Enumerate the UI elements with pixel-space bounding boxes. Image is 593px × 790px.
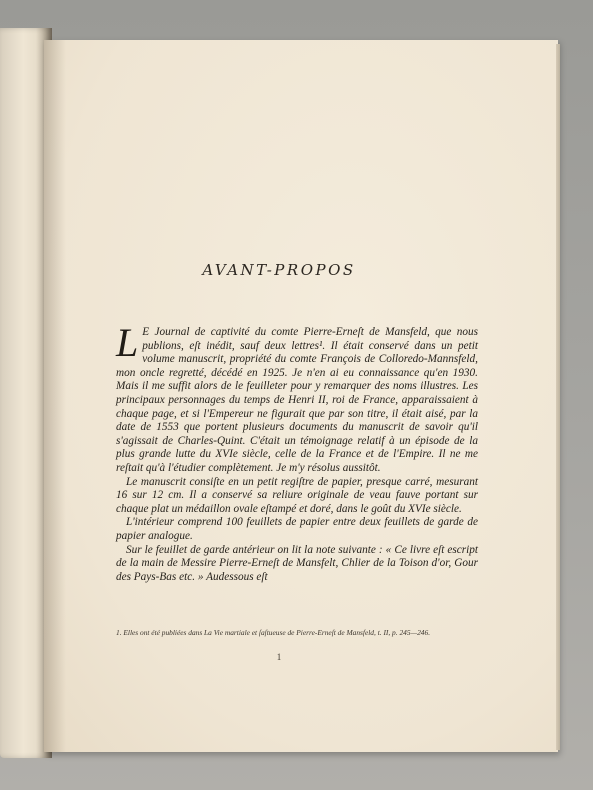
body-text: [116, 320, 478, 584]
paragraph-4: Sur le feuillet de garde antérieur on lit la note suivante : « Ce livre eſt escript de la main de Messire Pierre-Erneſt de Mansfelt, Chlier de la Toison d'or, Gour des Pays-Bas etc. » Audessous eſt: [116, 543, 478, 583]
page-shadow: [44, 40, 66, 752]
paragraph-2: Le manuscrit consiſte en un petit regiſtre de papier, presque carré, mesurant 16 sur 12 cm. Il a conservé sa reliure originale de veau fauve portant sur chaque plat un médaillon ovale eſtampé et doré, dans le goût du XVIe siècle.: [116, 475, 478, 515]
paragraph-3: L'intérieur comprend 100 feuillets de papier entre deux feuillets de garde de papier analogue.: [116, 516, 478, 542]
drop-cap: L: [116, 320, 139, 365]
footnote: 1. Elles ont été publiées dans La Vie martiale et ſaſtueuse de Pierre-Erneſt de Mansfeld, t. II, p. 245—246.: [116, 628, 431, 637]
paragraph-1-text: E Journal de captivité du comte Pierre-Erneſt de Mansfeld, que nous publions, eſt inédit, sauf deux lettres¹. Il était conservé dans un petit volume manuscrit, propriété du comte François de Colloredo-Mannsfeld, mon oncle regretté, décédé en 1925. Je n'en ai eu connaissance qu'en 1930. Mais il me suffit alors de le feuilleter pour y remarquer des noms illustres. Les principaux personnages du temps de Henri II, roi de France, apparaissaient à chaque page, et si l'Empereur ne figurait que par son titre, il était aisé, par la date de 1553 que portent plusieurs documents du manuscrit de savoir qu'il s'agissait de Charles-Quint. C'était un témoignage relatif à un épisode de la plus grande lutte du XVIe siècle, celle de la France et de l'Empire. Il ne me reſtait qu'à l'étudier complètement. Je m'y résolus aussitôt.: [116, 326, 478, 474]
page-title: AVANT-PROPOS: [202, 261, 356, 279]
paragraph-1: [116, 320, 478, 476]
page-right-edge: [556, 44, 560, 750]
page-number: 1: [276, 652, 282, 662]
book-page: [44, 40, 558, 752]
